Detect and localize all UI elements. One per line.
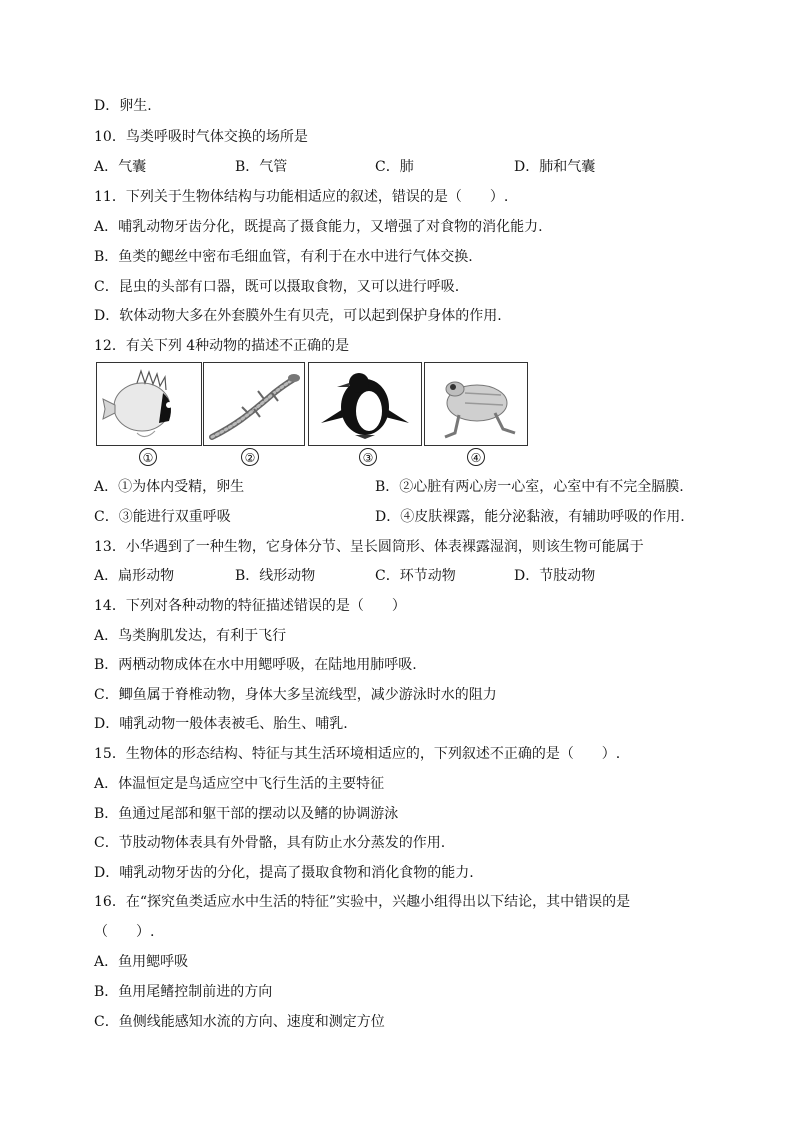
q11-option-c: C．昆虫的头部有口器，既可以摄取食物，又可以进行呼吸. xyxy=(94,279,460,295)
frog-image xyxy=(424,362,528,446)
fish-image xyxy=(96,362,202,446)
image-label-1: ① xyxy=(139,448,157,466)
q10-option-a: A．气囊 xyxy=(94,159,147,175)
q13-option-c: C．环节动物 xyxy=(375,568,456,584)
q15-option-b: B．鱼通过尾部和躯干部的摆动以及鳍的协调游泳 xyxy=(94,806,399,822)
q10-stem: 10．鸟类呼吸时气体交换的场所是 xyxy=(94,129,308,145)
penguin-icon xyxy=(309,363,421,445)
q11-option-a: A．哺乳动物牙齿分化，既提高了摄食能力，又增强了对食物的消化能力. xyxy=(94,219,543,235)
frog-icon xyxy=(425,363,527,445)
q13-stem: 13．小华遇到了一种生物，它身体分节、呈长圆筒形、体表裸露湿润，则该生物可能属于 xyxy=(94,539,644,555)
q16-option-b: B．鱼用尾鳍控制前进的方向 xyxy=(94,984,273,1000)
q15-stem: 15．生物体的形态结构、特征与其生活环境相适应的，下列叙述不正确的是（ ）. xyxy=(94,746,621,762)
q15-option-d: D．哺乳动物牙齿的分化，提高了摄取食物和消化食物的能力. xyxy=(94,865,474,881)
image-label-4: ④ xyxy=(467,448,485,466)
image-label-3: ③ xyxy=(359,448,377,466)
q12-option-c: C．③能进行双重呼吸 xyxy=(94,509,231,525)
q12-stem: 12．有关下列 4种动物的描述不正确的是 xyxy=(94,338,350,354)
q12-option-b: B．②心脏有两心房一心室，心室中有不完全膈膜. xyxy=(375,479,684,495)
q13-option-a: A．扁形动物 xyxy=(94,568,175,584)
q11-option-b: B．鱼类的鳃丝中密布毛细血管，有利于在水中进行气体交换. xyxy=(94,249,473,265)
q11-option-d: D．软体动物大多在外套膜外生有贝壳，可以起到保护身体的作用. xyxy=(94,308,502,324)
q16-stem: 16．在“探究鱼类适应水中生活的特征”实验中，兴趣小组得出以下结论，其中错误的是 xyxy=(94,894,631,910)
q14-stem: 14．下列对各种动物的特征描述错误的是（ ） xyxy=(94,598,406,614)
q13-option-d: D．节肢动物 xyxy=(514,568,596,584)
lizard-image xyxy=(203,362,305,446)
fish-icon xyxy=(97,363,201,445)
q14-option-a: A．鸟类胸肌发达，有利于飞行 xyxy=(94,628,287,644)
q13-option-b: B．线形动物 xyxy=(235,568,316,584)
q10-option-c: C．肺 xyxy=(375,159,414,175)
q12-option-a: A．①为体内受精，卵生 xyxy=(94,479,245,495)
image-label-2: ② xyxy=(241,448,259,466)
q15-option-c: C．节肢动物体表具有外骨骼，具有防止水分蒸发的作用. xyxy=(94,835,446,851)
q15-option-a: A．体温恒定是鸟适应空中飞行生活的主要特征 xyxy=(94,776,385,792)
q10-option-b: B．气管 xyxy=(235,159,288,175)
q14-option-b: B．两栖动物成体在水中用鳃呼吸，在陆地用肺呼吸. xyxy=(94,657,417,673)
q14-option-d: D．哺乳动物一般体表被毛、胎生、哺乳. xyxy=(94,716,348,732)
q11-stem: 11．下列关于生物体结构与功能相适应的叙述，错误的是（ ）. xyxy=(94,189,509,205)
q16-stem-cont: （ ）. xyxy=(94,924,155,940)
lizard-icon xyxy=(204,363,304,445)
q12-option-d: D．④皮肤裸露，能分泌黏液，有辅助呼吸的作用. xyxy=(375,509,685,525)
penguin-image xyxy=(308,362,422,446)
q16-option-a: A．鱼用鳃呼吸 xyxy=(94,954,189,970)
q14-option-c: C．鲫鱼属于脊椎动物，身体大多呈流线型，减少游泳时水的阻力 xyxy=(94,687,497,703)
q16-option-c: C．鱼侧线能感知水流的方向、速度和测定方位 xyxy=(94,1014,385,1030)
q10-option-d: D．肺和气囊 xyxy=(514,159,596,175)
q9-option-d: D．卵生. xyxy=(94,98,152,114)
